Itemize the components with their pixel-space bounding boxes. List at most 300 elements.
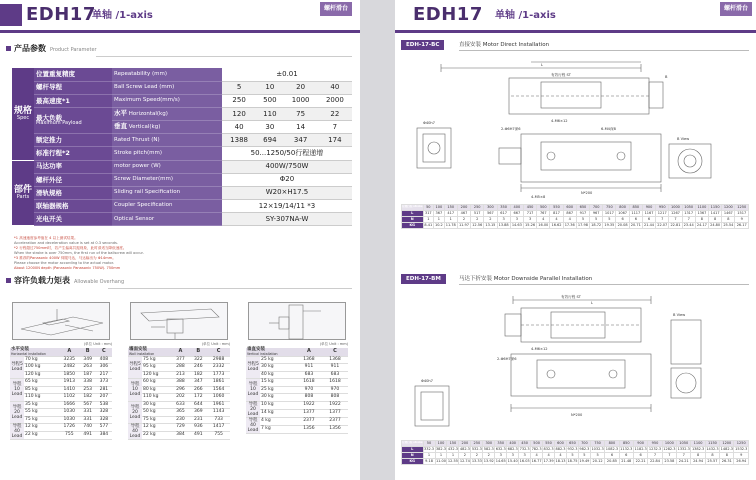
overhang-value: 373 — [96, 379, 112, 387]
dim-stroke: 650 — [566, 441, 578, 447]
dim-value: 9.18 — [423, 459, 435, 465]
overhang-lead-group: 导程20 Lead — [247, 401, 259, 417]
dim-stroke: 850 — [619, 441, 633, 447]
spec-label: 螺杆导程 — [34, 81, 112, 94]
spec-value: ±0.01 — [222, 68, 352, 81]
spec-value: Φ20 — [222, 173, 352, 186]
dim-value: 5 — [590, 217, 603, 223]
dim-value: 467 — [457, 211, 470, 217]
dim-value: 867 — [563, 211, 576, 217]
dim-value: 11.78 — [445, 222, 456, 227]
dim-stroke: 400 — [507, 441, 519, 447]
overhang-value: 338 — [80, 379, 96, 387]
overhang-value: 808 — [296, 394, 322, 402]
dim-value: 17.39 — [543, 458, 554, 463]
dim-value: 22.21 — [633, 459, 647, 465]
note-line: *3 推荐的Panasonic 400W 伺服马达，马达输出为 Φ14mm。 — [14, 256, 116, 260]
overhang-value: 1922 — [296, 401, 322, 409]
dim-row — [402, 459, 749, 465]
drawing-bc-title — [401, 40, 756, 50]
dim-value: 1167 — [642, 211, 655, 217]
spec-value: 40 — [222, 121, 256, 134]
dim-value: 667 — [510, 211, 523, 217]
overhang-value: 207 — [96, 394, 112, 402]
overhang-load: 10 kg — [260, 401, 296, 409]
dim-stroke: 1200 — [720, 441, 734, 447]
spec-value: 120 — [222, 107, 256, 120]
spec-sub-en: Horizontal(kg) — [128, 111, 168, 118]
dim-value: 2 — [483, 453, 495, 459]
spec-label-en: Sliding rail Specification — [112, 186, 222, 199]
dim-value: 13.15 — [485, 222, 496, 227]
note-line: When the stroke is over 750mm, the first run of the ballscrew will occur. — [14, 251, 144, 255]
dim-stroke: 700 — [590, 205, 603, 211]
spec-value: 20 — [283, 81, 317, 94]
overhang-load: 110 kg — [142, 394, 172, 402]
dim-value: 11.97 — [458, 222, 469, 227]
dim-value: 8 — [722, 217, 735, 223]
dim-value: 8 — [720, 453, 734, 459]
spec-row — [12, 213, 352, 226]
dim-value: 8 — [709, 217, 722, 223]
overhang-load: 55 kg — [24, 409, 59, 417]
dim-stroke: 450 — [519, 441, 531, 447]
dim-value: 8 — [691, 453, 705, 459]
overhang-table — [128, 348, 230, 440]
overhang-value: 331 — [80, 416, 96, 424]
dim-value: 6 — [629, 217, 642, 223]
dim-value: 1 — [435, 453, 447, 459]
spec-label: 马达功率 — [34, 160, 112, 173]
overhang-diagram — [248, 302, 346, 340]
dim-stroke: 950 — [648, 441, 662, 447]
overhang-load: 25 kg — [260, 356, 296, 364]
dim-value: 26.94 — [734, 459, 749, 465]
overhang-lead-group: 导程40 Lead — [129, 424, 141, 440]
dim-value: 12.55 — [447, 458, 458, 463]
overhang-load: 15 kg — [260, 379, 296, 387]
spec-value: 2000 — [318, 94, 352, 107]
dim-value: 17.36 — [564, 222, 575, 227]
dim-value: 6 — [619, 453, 633, 459]
overhang-row — [128, 364, 230, 372]
overhang-value: 1030 — [59, 416, 80, 424]
overhang-value: 306 — [96, 364, 112, 372]
overhang-load: 65 kg — [24, 379, 59, 387]
spec-value: 110 — [256, 107, 283, 120]
overhang-value: 1773 — [207, 371, 230, 379]
overhang-row — [128, 386, 230, 394]
dim-value: 12.74 — [459, 458, 470, 463]
dim-value: 1267 — [669, 211, 682, 217]
dim-value: 13.88 — [498, 222, 509, 227]
overhang-value: 683 — [296, 371, 322, 379]
overhang-col-header: A — [172, 348, 190, 356]
overhang-row — [10, 416, 112, 424]
dim-row-name: KG — [402, 459, 424, 465]
overhang-value: 328 — [96, 416, 112, 424]
dim-value: 14.63 — [511, 222, 522, 227]
dim-stroke: 300 — [484, 205, 497, 211]
overhang-value: 567 — [80, 401, 96, 409]
dim-stroke: 900 — [642, 205, 655, 211]
dim-label: B View — [673, 313, 686, 317]
dim-value: 1332.3 — [677, 446, 690, 451]
dim-value: 8 — [695, 217, 708, 223]
overhang-value: 369 — [189, 409, 207, 417]
dim-value: 1432.3 — [706, 446, 719, 451]
dim-value: 1 — [423, 217, 434, 223]
category-en: Parts — [16, 193, 30, 200]
dim-value: 1 — [447, 453, 459, 459]
dim-stroke: 1100 — [691, 441, 705, 447]
dim-value: 8.41 — [424, 222, 433, 227]
dim-value: 7 — [656, 217, 669, 223]
dim-value: 5 — [578, 453, 590, 459]
dim-value: 832.3 — [543, 446, 554, 451]
dim-stroke: 1050 — [682, 205, 695, 211]
overhang-col-header: C — [96, 348, 112, 356]
overhang-row — [128, 424, 230, 432]
dim-value: 1067 — [616, 211, 629, 217]
spec-label: 螺杆外径 — [34, 173, 112, 186]
dim-value: 18.72 — [591, 222, 602, 227]
spec-sub-label — [112, 121, 222, 134]
spec-value: SY-307NA-W — [222, 213, 352, 226]
dim-value: 717 — [523, 211, 536, 217]
overhang-value: 1377 — [322, 409, 348, 417]
overhang-value: 217 — [96, 371, 112, 379]
overhang-value: 1913 — [59, 379, 80, 387]
spec-value: 1000 — [283, 94, 317, 107]
dim-value: 20.71 — [630, 222, 641, 227]
overhang-value: 491 — [80, 432, 96, 440]
overhang-value: 740 — [80, 424, 96, 432]
left-subtitle: 单轴 /1-axis — [92, 10, 153, 21]
spec-row — [12, 200, 352, 213]
dim-value: 7 — [648, 453, 662, 459]
overhang-value: 1726 — [59, 424, 80, 432]
section-divider — [108, 288, 352, 289]
dim-value: 367 — [435, 210, 443, 215]
spec-sub-zh: 垂直 — [114, 122, 128, 131]
dim-stroke: 550 — [550, 205, 563, 211]
dim-value: 25.57 — [705, 459, 719, 465]
note-line: *1 高速速度参考值在 4 以上测试结果。 — [14, 236, 78, 240]
overhang-load: 30 kg — [260, 394, 296, 402]
overhang-value: 729 — [172, 424, 190, 432]
spec-value: W20×H17.5 — [222, 186, 352, 199]
dim-value: 2 — [457, 217, 470, 223]
drawing-bm-title — [401, 274, 756, 284]
overhang-value: 182 — [80, 394, 96, 402]
dim-value: 482.3 — [459, 446, 470, 451]
dim-stroke: 800 — [605, 441, 619, 447]
spec-label-en: Stroke pitch(mm) — [112, 147, 222, 160]
overhang-row — [10, 432, 112, 440]
overhang-load: 22 kg — [142, 432, 172, 440]
dim-value: 9 — [734, 453, 749, 459]
dim-value: 18.13 — [555, 458, 566, 463]
dim-stroke: 700 — [578, 441, 590, 447]
dim-value: 22.81 — [670, 222, 681, 227]
dim-label: 2-Φ6H7深6 — [501, 127, 521, 131]
overhang-diagram — [12, 302, 110, 340]
spec-row — [12, 94, 352, 107]
dim-stroke: 1200 — [722, 205, 735, 211]
overhang-value: 911 — [296, 364, 322, 372]
spec-row — [12, 107, 352, 120]
overhang-title — [128, 348, 172, 356]
dim-value: 1282.3 — [663, 446, 676, 451]
dim-value: 3 — [507, 453, 519, 459]
overhang-value: 1060 — [207, 394, 230, 402]
overhang-col-header: A — [296, 348, 322, 356]
overhang-unit: (单位 Unit : mm) — [319, 342, 348, 346]
overhang-load: 50 kg — [142, 409, 172, 417]
right-header — [395, 0, 756, 34]
spec-value: 250 — [222, 94, 256, 107]
overhang-value: 970 — [296, 386, 322, 394]
dim-value: 7 — [677, 453, 691, 459]
drawing-bc — [401, 56, 751, 204]
overhang-value: 266 — [189, 386, 207, 394]
dim-value: 16.00 — [538, 222, 549, 227]
overhang-load: 35 kg — [24, 401, 59, 409]
spec-label: 滑轨规格 — [34, 186, 112, 199]
dim-value: 8 — [705, 453, 719, 459]
overhang-row — [246, 425, 348, 433]
overhang-diagram-icon — [13, 303, 111, 341]
overhang-box — [242, 298, 352, 476]
dim-value: 20.08 — [617, 222, 628, 227]
dim-label: Φ40h7 — [421, 379, 433, 383]
dim-value: 1482.3 — [720, 446, 733, 451]
dim-value: 3 — [495, 453, 507, 459]
spec-value: 347 — [283, 134, 317, 147]
dim-value: 24.94 — [691, 459, 705, 465]
dim-value: 6 — [616, 217, 629, 223]
overhang-col-header: C — [207, 348, 230, 356]
dim-value: 22.07 — [657, 222, 668, 227]
dim-stroke: 50 — [423, 441, 435, 447]
overhang-value: 1850 — [59, 371, 80, 379]
overhang-row — [128, 409, 230, 417]
overhang-load: 30 kg — [142, 401, 172, 409]
dim-stroke: 850 — [629, 205, 642, 211]
note-line: *2 行程超过750mm时，若产生偏离共振现象，此时请适当降低速度。 — [14, 246, 127, 250]
dim-stroke: 500 — [537, 205, 550, 211]
note-line: Please choose the motor according to the actual motor. — [14, 261, 114, 265]
overhang-value: 202 — [172, 394, 190, 402]
dim-value: 582.3 — [483, 446, 494, 451]
overhang-load: 40 kg — [260, 371, 296, 379]
spec-label-en: Ball Screw Lead (mm) — [112, 81, 222, 94]
overhang-row — [10, 386, 112, 394]
dim-stroke: 300 — [483, 441, 495, 447]
dim-value: 19.35 — [604, 222, 615, 227]
overhang-load: 120 kg — [142, 371, 172, 379]
dim-value: 3 — [497, 217, 510, 223]
dim-value: 1367 — [695, 211, 708, 217]
dim-value: 26.31 — [720, 459, 734, 465]
overhang-value: 1564 — [207, 386, 230, 394]
dim-value: 25.54 — [723, 222, 734, 227]
overhang-unit: (单位 Unit : mm) — [201, 342, 230, 346]
overhang-load: 75 kg — [142, 356, 172, 364]
overhang-value: 633 — [172, 401, 190, 409]
overhang-diagram-icon — [249, 303, 347, 341]
overhang-load: 100 kg — [24, 364, 59, 372]
right-page — [395, 0, 756, 480]
dim-value: 13.92 — [483, 458, 494, 463]
dim-label: L — [591, 301, 594, 305]
dim-value: 5 — [576, 217, 589, 223]
dim-row-name: KG — [402, 223, 424, 229]
overhang-load: 75 kg — [142, 416, 172, 424]
dim-label: 4-M5×8 — [531, 195, 546, 199]
overhang-value: 331 — [80, 409, 96, 417]
spec-label: 最高速度*1 — [34, 94, 112, 107]
dim-stroke: 150 — [447, 441, 459, 447]
dim-value: 732.3 — [519, 446, 530, 451]
overhang-box — [124, 298, 234, 476]
spec-value: 75 — [283, 107, 317, 120]
spec-label-en: Optical Sensor — [112, 213, 222, 226]
dim-value: 432.3 — [447, 446, 458, 451]
dim-value: 1517 — [735, 211, 749, 217]
dim-value: 1417 — [709, 211, 722, 217]
dim-stroke: 650 — [576, 205, 589, 211]
dim-value: 332.3 — [424, 446, 435, 451]
dim-stroke: 750 — [590, 441, 604, 447]
dim-row-name: N — [402, 217, 424, 223]
overhang-value: 970 — [322, 386, 348, 394]
dim-value: 26.17 — [736, 222, 747, 227]
overhang-value: 1618 — [322, 379, 348, 387]
dim-value: 1217 — [656, 211, 669, 217]
overhang-header-row — [10, 348, 112, 356]
dim-value: 4 — [531, 453, 543, 459]
dim-value: 917 — [576, 211, 589, 217]
overhang-load: 12 kg — [142, 424, 172, 432]
overhang-row — [10, 409, 112, 417]
dim-stroke: 1100 — [695, 205, 708, 211]
dim-stroke: 100 — [435, 441, 447, 447]
overhang-lead-group: 导程20 Lead — [10, 401, 24, 424]
overhang-load: 95 kg — [142, 364, 172, 372]
dim-label: 6-M4深8 — [601, 127, 616, 131]
spec-label-en: Rated Thrust (N) — [112, 134, 222, 147]
drawing-bm-desc: 马达下折安装 Motor Downside Parallel Installation — [459, 276, 593, 282]
dim-stroke: 1250 — [735, 205, 749, 211]
dim-value: 22.84 — [648, 459, 662, 465]
spec-value: 5 — [222, 81, 256, 94]
spec-value: 500 — [256, 94, 283, 107]
overhang-value: 1861 — [207, 379, 230, 387]
overhang-value: 491 — [189, 432, 207, 440]
dim-value: 1467 — [722, 211, 735, 217]
dim-value: 4 — [537, 217, 550, 223]
dim-value: 14.65 — [495, 458, 506, 463]
dim-label: 4-M6×12 — [551, 119, 568, 123]
dim-value: 817 — [550, 211, 563, 217]
overhang-value: 349 — [80, 356, 96, 364]
spec-sub-en: Vertical(kg) — [128, 124, 161, 131]
overhang-title-zh: 墙面安装 — [129, 347, 147, 352]
overhang-value: 538 — [96, 401, 112, 409]
overhang-value: 1922 — [322, 401, 348, 409]
dim-row-header: 有效行程 stroke — [402, 205, 424, 211]
overhang-lead-group: 导程10 Lead — [128, 379, 142, 402]
spec-value: 40 — [318, 81, 352, 94]
overhang-title-zh: 垂直安装 — [247, 347, 265, 352]
dim-row-name: L — [402, 211, 424, 217]
dim-value: 2 — [484, 217, 497, 223]
overhang-lead-group: 导程40 Lead — [247, 417, 259, 433]
bc-dimension-table — [401, 204, 749, 229]
dim-stroke: 200 — [459, 441, 471, 447]
overhang-row — [246, 379, 348, 387]
overhang-title-zh: 水平安装 — [11, 347, 29, 352]
left-model-title: EDH17 — [26, 4, 96, 25]
dim-value: 7 — [669, 217, 682, 223]
dim-value: 10.2 — [434, 222, 443, 227]
overhang-value: 755 — [207, 432, 230, 440]
dim-value: 6 — [633, 453, 647, 459]
overhang-value: 683 — [322, 371, 348, 379]
dim-label: L — [541, 63, 544, 67]
dim-value: 2 — [459, 453, 471, 459]
overhang-value: 1666 — [59, 401, 80, 409]
overhang-value: 755 — [59, 432, 80, 440]
category-en: Spec — [16, 114, 30, 121]
parts-category — [12, 160, 34, 226]
dim-value: 967 — [590, 211, 603, 217]
spec-row — [12, 173, 352, 186]
overhang-title-en: Vertical installation — [247, 351, 278, 356]
overhang-title — [10, 348, 59, 356]
overhang-value: 1417 — [207, 424, 230, 432]
spec-label: 标准行程*2 — [34, 147, 112, 160]
overhang-col-header: B — [80, 348, 96, 356]
overhang-row — [128, 379, 230, 387]
overhang-row — [10, 356, 112, 364]
spec-value: 12×19/14/11 *3 — [222, 200, 352, 213]
overhang-value: 2988 — [207, 356, 230, 364]
dim-value: 617 — [497, 211, 510, 217]
overhang-load: 14 kg — [260, 409, 296, 417]
overhang-value: 2332 — [207, 364, 230, 372]
dim-value: 317 — [424, 210, 432, 215]
spec-label-zh: 最大负载 — [36, 113, 62, 122]
overhang-col-header: C — [322, 348, 348, 356]
note-line: Acceleration and deceleration value is set at 0.3 seconds. — [14, 241, 119, 245]
dim-value: 682.3 — [507, 446, 518, 451]
dim-value: 24.80 — [710, 222, 721, 227]
dim-value: 1532.3 — [735, 446, 748, 451]
dim-value: 6 — [642, 217, 655, 223]
dim-label: N*200 — [571, 413, 583, 417]
dim-stroke: 500 — [531, 441, 543, 447]
overhang-diagram — [130, 302, 228, 340]
right-subtitle: 单轴 /1-axis — [495, 10, 556, 21]
dim-value: 3 — [519, 453, 531, 459]
overhang-row — [246, 386, 348, 394]
overhang-value: 1102 — [59, 394, 80, 402]
left-header — [0, 0, 360, 34]
dim-stroke: 750 — [603, 205, 616, 211]
